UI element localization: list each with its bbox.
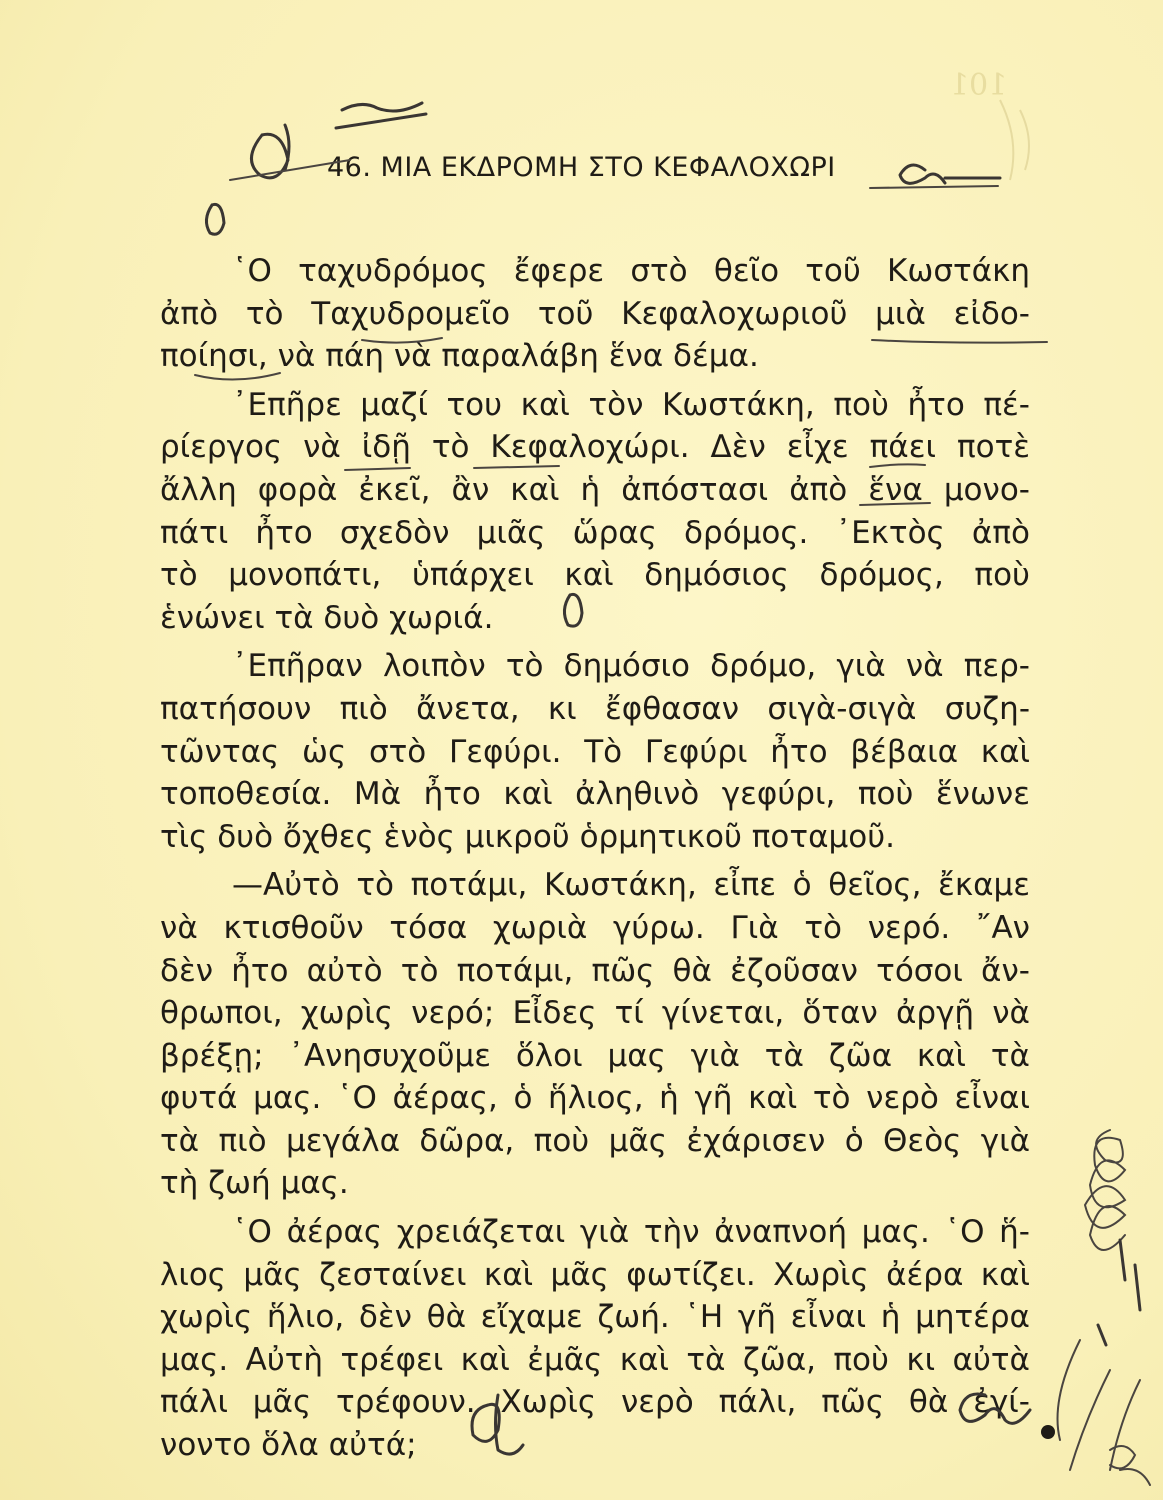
pencil-zero-mark [206, 204, 224, 234]
pencil-loop-mark [251, 125, 289, 178]
paragraph-3 [160, 645, 1030, 858]
text-line: τὴ ζωή μας. [160, 1165, 349, 1202]
chapter-title: 46. ΜΙΑ ΕΚΔΡΟΜΗ ΣΤΟ ΚΕΦΑΛΟΧΩΡΙ [327, 152, 836, 183]
text-line: χωρὶς ἥλιο, δὲν θὰ εἴχαμε ζωή. ῾Η γῆ εἶναι ἡ μητέρα [160, 1299, 1030, 1336]
body-text [160, 250, 1030, 1473]
text-line: τῶντας ὡς στὸ Γεφύρι. Τὸ Γεφύρι ἦτο βέβαια καὶ [160, 733, 1030, 770]
text-line: ῾Ο ταχυδρόμος ἔφερε στὸ θεῖο τοῦ Κωστάκη [232, 253, 1030, 289]
margin-scribble [1110, 1446, 1150, 1485]
text-line: τὶς δυὸ ὄχθες ἑνὸς μικροῦ ὁρμητικοῦ ποταμοῦ. [160, 818, 895, 855]
paragraph-2 [160, 384, 1030, 640]
text-line: τὰ πιὸ μεγάλα δῶρα, ποὺ μᾶς ἐχάρισεν ὁ Θεὸς γιὰ [160, 1122, 1030, 1159]
pencil-squiggle-mark [336, 103, 426, 128]
text-line: νὰ κτισθοῦν τόσα χωριὰ γύρω. Γιὰ τὸ νερό. ῎Αν [160, 909, 1030, 946]
text-line: ἄλλη φορὰ ἐκεῖ, ἂν καὶ ἡ ἀπόστασι ἀπὸ ἕνα μονο- [160, 471, 1030, 508]
text-line: πάτι ἦτο σχεδὸν μιᾶς ὥρας δρόμος. ᾿Εκτὸς ἀπὸ [160, 514, 1030, 551]
show-through-scribble [1000, 100, 1029, 180]
page-number-show-through: 101 [950, 68, 1008, 103]
margin-scribble [1098, 1240, 1140, 1345]
pencil-alpha-mark [900, 165, 1000, 183]
text-line: ποίησι, νὰ πάη νὰ παραλάβη ἕνα δέμα. [160, 338, 759, 375]
text-line: θρωποι, χωρὶς νερό; Εἶδες τί γίνεται, ὅταν ἀργῇ νὰ [160, 995, 1030, 1032]
paragraph-5 [160, 1211, 1030, 1467]
text-line: ᾿Επῆρε μαζί του καὶ τὸν Κωστάκη, ποὺ ἦτο πέ- [232, 386, 1030, 423]
text-line: ῾Ο ἀέρας χρειάζεται γιὰ τὴν ἀναπνοή μας. ῾Ο ἥ- [232, 1214, 1030, 1251]
ink-dot [1041, 1425, 1055, 1439]
text-line: πάλι μᾶς τρέφουν. Χωρὶς νερὸ πάλι, πῶς θὰ ἐγί- [160, 1384, 1030, 1421]
text-line: —Αὐτὸ τὸ ποτάμι, Κωστάκη, εἶπε ὁ θεῖος, ἔκαμε [232, 867, 1030, 904]
text-line: τὸ μονοπάτι, ὑπάρχει καὶ δημόσιος δρόμος, ποὺ [160, 557, 1030, 594]
paragraph-1 [160, 250, 1030, 378]
text-line: πατήσουν πιὸ ἄνετα, κι ἔφθασαν σιγὰ-σιγὰ συζη- [160, 690, 1030, 727]
paragraph-4 [160, 864, 1030, 1205]
text-line: λιος μᾶς ζεσταίνει καὶ μᾶς φωτίζει. Χωρὶς ἀέρα καὶ [160, 1256, 1030, 1293]
margin-spiral-scribble [1085, 1130, 1125, 1250]
text-line: ἀπὸ τὸ Ταχυδρομεῖο τοῦ Κεφαλοχωριοῦ μιὰ εἰδο- [160, 295, 1030, 332]
text-line: μας. Αὐτὴ τρέφει καὶ ἐμᾶς καὶ τὰ ζῶα, ποὺ κι αὐτὰ [160, 1341, 1030, 1378]
text-line: ἑνώνει τὰ δυὸ χωριά. [160, 599, 494, 636]
text-line: τοποθεσία. Μὰ ἦτο καὶ ἀληθινὸ γεφύρι, ποὺ ἕνωνε [160, 776, 1030, 813]
title-underline-right [870, 186, 998, 188]
text-line: νοντο ὅλα αὐτά; [160, 1427, 417, 1464]
text-line: ρίεργος νὰ ἰδῇ τὸ Κεφαλοχώρι. Δὲν εἶχε πάει ποτὲ [160, 429, 1030, 466]
text-line: δὲν ἦτο αὐτὸ τὸ ποτάμι, πῶς θὰ ἐζοῦσαν τόσοι ἄν- [160, 952, 1030, 989]
text-line: ᾿Επῆραν λοιπὸν τὸ δημόσιο δρόμο, γιὰ νὰ περ- [232, 648, 1030, 685]
text-line: βρέξῃ; ᾿Ανησυχοῦμε ὅλοι μας γιὰ τὰ ζῶα καὶ τὰ [160, 1037, 1030, 1074]
text-line: φυτά μας. ῾Ο ἀέρας, ὁ ἥλιος, ἡ γῆ καὶ τὸ νερὸ εἶναι [160, 1080, 1030, 1117]
margin-scribble [1058, 1340, 1141, 1470]
